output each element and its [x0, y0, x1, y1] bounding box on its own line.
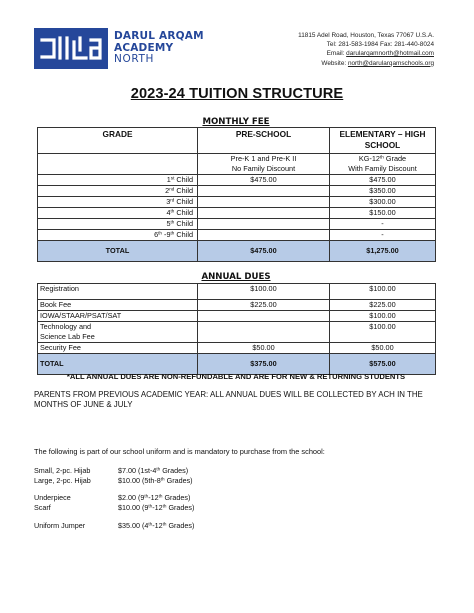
email-line: Email: darularqamnorth@hotmail.com	[326, 50, 434, 58]
table-row: Registration $100.00 $100.00	[38, 284, 436, 300]
table-header-row	[38, 128, 436, 154]
uniform-price-hijab-small: $7.00 (1st-4th Grades)	[118, 466, 189, 475]
email-link[interactable]: darularqamnorth@hotmail.com	[346, 50, 434, 58]
uniform-price-hijab-large: $10.00 (5th-8th Grades)	[118, 476, 193, 485]
address: 11815 Adel Road, Houston, Texas 77067 U.S.A.	[298, 32, 434, 39]
pre-school-note: Pre-K 1 and Pre-K II No Family Discount	[198, 154, 330, 175]
table-row: IOWA/STAAR/PSAT/SAT $100.00	[38, 311, 436, 322]
monthly-fee-table	[37, 127, 436, 262]
uniform-price-jumper: $35.00 (4th-12th Grades)	[118, 521, 195, 530]
uniform-intro: The following is part of our school uniform and is mandatory to purchase from the school:	[34, 447, 325, 456]
table-row: 4th Child $150.00	[38, 208, 436, 219]
contact-block	[298, 31, 434, 68]
elementary-note: KG-12th Grade With Family Discount	[330, 154, 436, 175]
pre-school-header: PRE-SCHOOL	[198, 128, 330, 154]
uniform-item-hijab-small: Small, 2-pc. Hijab	[34, 466, 91, 475]
table-row: 5th Child -	[38, 219, 436, 230]
uniform-price-underpiece: $2.00 (9th-12th Grades)	[118, 493, 191, 502]
school-logo	[34, 28, 108, 69]
grade-header: GRADE	[38, 128, 198, 154]
uniform-item-scarf: Scarf	[34, 503, 51, 512]
monthly-fee-title: MONTHLY FEE	[202, 117, 270, 127]
non-refundable-note: *ALL ANNUAL DUES ARE NON-REFUNDABLE AND ARE FOR NEW & RETURNING STUDENTS	[66, 372, 406, 381]
phone-fax: Tel: 281-583-1984 Fax: 281-440-8024	[326, 41, 434, 49]
website-line: Website: north@darularqamschools.org	[321, 59, 434, 67]
table-row	[38, 154, 436, 175]
uniform-item-jumper: Uniform Jumper	[34, 521, 86, 530]
table-row: 2nd Child $350.00	[38, 186, 436, 197]
brand-line-1: DARUL ARQAM	[114, 30, 204, 42]
elementary-header: ELEMENTARY – HIGH SCHOOL	[330, 128, 436, 154]
brand-line-3: NORTH	[114, 53, 154, 65]
school-name	[114, 31, 204, 66]
arabic-calligraphy-icon	[34, 28, 108, 69]
table-row: 6th -9th Child -	[38, 230, 436, 241]
uniform-item-hijab-large: Large, 2-pc. Hijab	[34, 476, 91, 485]
website-link[interactable]: north@darularqamschools.org	[347, 59, 434, 67]
annual-total-row: TOTAL $375.00 $575.00	[38, 354, 436, 375]
table-row: Security Fee $50.00 $50.00	[38, 343, 436, 354]
uniform-price-scarf: $10.00 (9th-12th Grades)	[118, 503, 195, 512]
annual-dues-title: ANNUAL DUES	[201, 272, 271, 282]
table-row: 1st Child $475.00 $475.00	[38, 175, 436, 186]
brand-line-2: ACADEMY	[114, 41, 174, 54]
table-row: 3rd Child $300.00	[38, 197, 436, 208]
uniform-item-underpiece: Underpiece	[34, 493, 71, 502]
annual-dues-table	[37, 283, 436, 375]
table-row: Technology and Science Lab Fee $100.00	[38, 322, 436, 343]
page-title: 2023-24 TUITION STRUCTURE	[130, 86, 344, 102]
ach-notice: PARENTS FROM PREVIOUS ACADEMIC YEAR: ALL ANNUAL DUES WILL BE COLLECTED BY ACH IN THE MONTHS OF JUNE & JULY	[34, 390, 423, 410]
table-row: Book Fee $225.00 $225.00	[38, 300, 436, 311]
monthly-total-row: TOTAL $475.00 $1,275.00	[38, 241, 436, 262]
